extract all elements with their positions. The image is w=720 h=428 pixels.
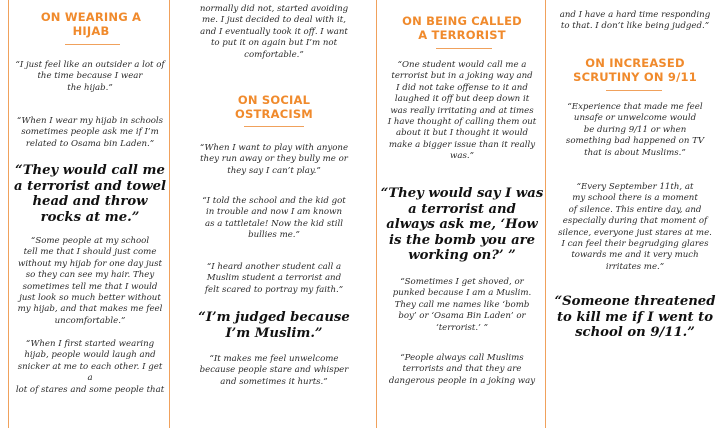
heading-underline	[244, 126, 304, 127]
quote: “When I wear my hijab in schools sometimes people ask me if I’m related to Osama bin Laden.”	[16, 116, 164, 149]
heading-underline	[436, 48, 492, 49]
column-divider	[376, 0, 377, 428]
quote: “One student would call me a terrorist but in a joking way and I did not take offense to it and laughed it off but deep down it was really irritating and at times I have thought of calling them out about it but I thought it would make a bigger issue than it really was.”	[387, 60, 537, 162]
quote: “It makes me feel unwelcome because people stare and whisper and sometimes it hurts.”	[199, 354, 349, 387]
quote: “Sometimes I get shoved, or punked because I am a Muslim. They call me names like ‘bomb boy’ or ‘Osama Bin Laden’ or ‘terrorist.’ ”	[392, 277, 532, 333]
column-divider	[169, 0, 170, 428]
section-heading-called-terrorist: ON BEING CALLED A TERRORIST	[402, 14, 522, 42]
quote: “Some people at my school tell me that I should just come without my hijab for one day just so they can see my hair. They sometimes tell me that I would just look so much better without my hijab, and that makes me feel uncomfortable.”	[17, 236, 163, 326]
heading-underline	[606, 90, 662, 91]
column-divider	[545, 0, 546, 428]
heading-underline	[65, 44, 120, 45]
quote: “I heard another student call a Muslim student a terrorist and felt scared to portray my faith.”	[204, 262, 344, 295]
section-heading-scrutiny-911: ON INCREASED SCRUTINY ON 9/11	[573, 56, 697, 84]
quote: “When I first started wearing hijab, people would laugh and snicker at me to each other. I get a lot of stares and some people that	[15, 339, 165, 395]
quote: “I just feel like an outsider a lot of the time because I wear the hijab.”	[15, 60, 165, 93]
quote-continuation: and I have a hard time responding to that. I don’t like being judged.”	[559, 10, 711, 32]
pull-quote: “I’m judged because I’m Muslim.”	[198, 310, 350, 341]
section-heading-social-ostracism: ON SOCIAL OSTRACISM	[235, 93, 313, 121]
section-heading-wearing-hijab: ON WEARING A HIJAB	[40, 10, 142, 38]
quote: “Experience that made me feel unsafe or unwelcome would be during 9/11 or when something bad happened on TV that is about Muslims.”	[565, 102, 705, 158]
column-divider	[8, 0, 9, 428]
quote: “When I want to play with anyone they run away or they bully me or they say I can’t play.”	[199, 143, 349, 176]
pull-quote: “Someone threatened to kill me if I went to school on 9/11.”	[554, 294, 716, 340]
quote: “Every September 11th, at my school there is a moment of silence. This entire day, and especially during that moment of silence, everyone just stares at me. I can feel their begrudging glares towards me and it very much irritates me.”	[558, 182, 712, 272]
quote: “People always call Muslims terrorists and that they are dangerous people in a joking way	[388, 353, 536, 386]
pull-quote: “They would say I was a terrorist and always ask me, ‘How is the bomb you are working on?’ ”	[380, 186, 544, 263]
quote: “I told the school and the kid got in trouble and now I am known as a tattletale! Now the kid still bullies me.”	[202, 196, 346, 241]
pull-quote: “They would call me a terrorist and towel head and throw rocks at me.”	[14, 163, 166, 225]
quote-continuation: normally did not, started avoiding me. I just decided to deal with it, and I eventually took it off. I want to put it on again but I’m not comfortable.”	[199, 4, 349, 60]
